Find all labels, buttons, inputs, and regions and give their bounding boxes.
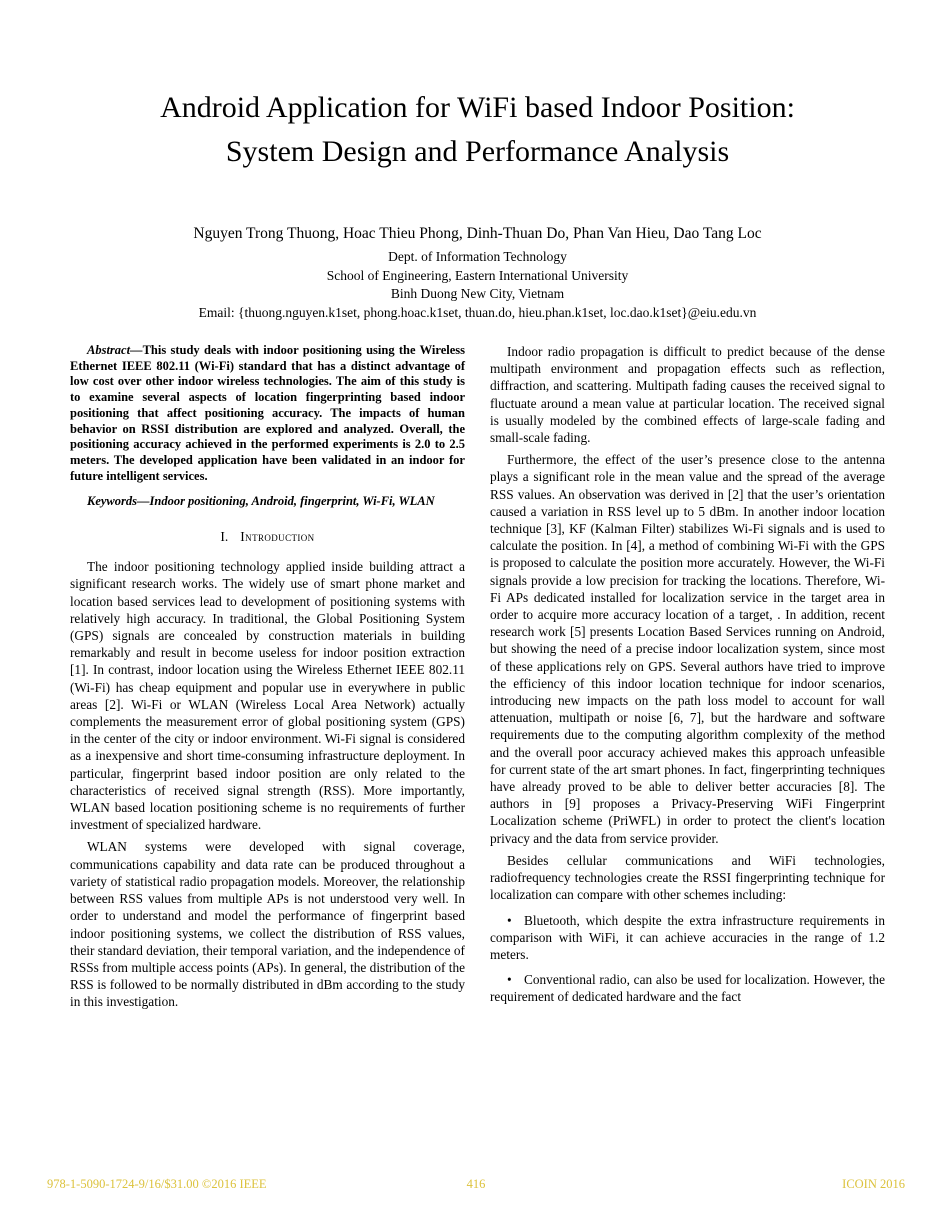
abstract-text: This study deals with indoor positioning using the Wireless Ethernet IEEE 802.11 (Wi-Fi) standard that has a distinct advantage of low cost over other indoor wireless technologies. The aim of this study is to examine several aspects of location fingerprinting based indoor positioning that affect positioning accuracy. The impacts of human behavior on RSSI distribution are explored and analyzed. Overall, the positioning accuracy achieved in the performed experiments is 2.0 to 2.5 meters. The developed application have been validated in an indoor for future intelligent services.: [70, 343, 465, 483]
affiliation-school: School of Engineering, Eastern International University: [326, 267, 629, 283]
affiliation-department: Dept. of Information Technology: [388, 249, 567, 264]
intro-paragraph-2: WLAN systems were developed with signal coverage, communications capability and data rate can be produced throughout a variety of statistical radio propagation models. Moreover, the relationship between RSS values from multiple APs is not understood very well. In order to understand and model the performance of fingerprint based indoor positioning systems, we collect the distribution of RSS values, their standard deviation, their temporal variation, and the independence of RSSs from multiple access points (APs). In general, the distribution of the RSS is followed to be normally distributed in dBm according to the study in this investigation.: [70, 839, 465, 1010]
affiliation-city: Binh Duong New City, Vietnam: [390, 286, 565, 301]
paper-title-line-1: Android Application for WiFi based Indoor Position:: [160, 91, 795, 124]
bullet-text: Conventional radio, can also be used for localization. However, the requirement of dedicated hardware and the fact: [490, 972, 885, 1005]
section-heading-introduction: [70, 528, 465, 545]
bullet-icon: •: [507, 972, 512, 988]
keywords-label: Keywords—: [87, 494, 150, 509]
keywords-text: Indoor positioning, Android, fingerprint, Wi-Fi, WLAN: [149, 494, 435, 509]
right-paragraph-1: Indoor radio propagation is difficult to predict because of the dense multipath environment and propagation effects such as reflection, diffraction, and scattering. Multipath fading causes the received signal to fluctuate around a mean value at particular location. The received signal is usually modeled by the combined effects of large-scale fading and small-scale fading.: [490, 344, 885, 446]
conference-name: ICOIN 2016: [842, 1177, 905, 1191]
affiliation-block: [70, 248, 885, 322]
paper-title: [70, 86, 885, 174]
intro-paragraph-1: The indoor positioning technology applied inside building attract a significant research works. The widely use of smart phone market and location based services lead to development of positioning systems with relatively high accuracy. In traditional, the Global Positioning System (GPS) signals are concealed by construction materials in building remarkably and result in become useless for indoor position extraction [1]. In contrast, indoor location using the Wireless Ethernet IEEE 802.11 (Wi-Fi) has cheap equipment and popular use in everywhere in public areas [2]. Wi-Fi or WLAN (Wireless Local Area Network) actually complements the measurement error of global positioning system (GPS) in the center of the city or indoor environment. Wi-Fi signal is considered as a inexpensive and short time-consuming infrastructure deployment. In particular, fingerprint based indoor position are only related to the characteristics of received signal strength (RSS). More importantly, WLAN based location positioning scheme is no requirements of further investment of specialized hardware.: [70, 559, 465, 833]
right-paragraph-3: Besides cellular communications and WiFi technologies, radiofrequency technologies create the RSSI fingerprinting technique for localization can compare with other schemes including:: [490, 852, 885, 903]
paper-title-line-2: System Design and Performance Analysis: [225, 135, 730, 168]
section-title: Introduction: [240, 529, 315, 545]
bullet-item-bluetooth: [490, 912, 885, 964]
two-column-body: [70, 343, 885, 1016]
right-column: [490, 343, 885, 1016]
bullet-text: Bluetooth, which despite the extra infrastructure requirements in comparison with WiFi, it can achieve accuracies in the range of 1.2 meters.: [490, 912, 885, 962]
page-number: 416: [466, 1177, 486, 1191]
right-paragraph-2: Furthermore, the effect of the user’s presence close to the antenna plays a significant role in the mean value and the spread of the average RSS values. An observation was derived in [2] that the user’s orientation caused a variation in RSS level up to 5 dBm. In another indoor location technique [3], KF (Kalman Filter) stabilizes Wi-Fi signals and is used to calculate the position. In [4], a method of combining Wi-Fi with the GPS is proposed to calculate the position more accurately. However, the Wi-Fi signals provide a low precision for tracking the locations. Therefore, Wi-Fi APs dedicated installed for localization service in the target area in order to acquire more accuracy location of a target, . In addition, recent research work [5] presents Location Based Services running on Android, but showing the need of a precise indoor localization system, since most of these applications rely on GPS. Several authors have tried to improve the efficiency of this indoor location technique for indoor scenarios, introducing new impacts on the path loss model to account for wall attenuation, multipath or noise [6, 7], but the hardware and software requirements due to the computing algorithm complexity of the method and the overall poor accuracy achieved makes this approach unfeasible for current state of the art smart phones. In fact, fingerprinting techniques have already proved to be able to deliver better accuracies [8]. The authors in [9] proposes a Privacy-Preserving WiFi Fingerprint Localization scheme (PriWFL) in order to protect the client's location privacy and the data from service provider.: [490, 452, 885, 846]
abstract-paragraph: [70, 343, 465, 484]
copyright-notice: 978-1-5090-1724-9/16/$31.00 ©2016 IEEE: [47, 1177, 267, 1191]
affiliation-email: Email: {thuong.nguyen.k1set, phong.hoac.k1set, thuan.do, hieu.phan.k1set, loc.dao.k1set}@eiu.edu.vn: [198, 304, 757, 320]
left-column: [70, 343, 465, 1016]
abstract-label: Abstract—: [87, 343, 143, 357]
author-list: Nguyen Trong Thuong, Hoac Thieu Phong, Dinh-Thuan Do, Phan Van Hieu, Dao Tang Loc: [193, 225, 762, 242]
keywords-paragraph: [70, 494, 465, 510]
section-number: I.: [220, 529, 229, 545]
bullet-icon: •: [507, 912, 512, 928]
bullet-item-conventional-radio: [490, 971, 885, 1005]
